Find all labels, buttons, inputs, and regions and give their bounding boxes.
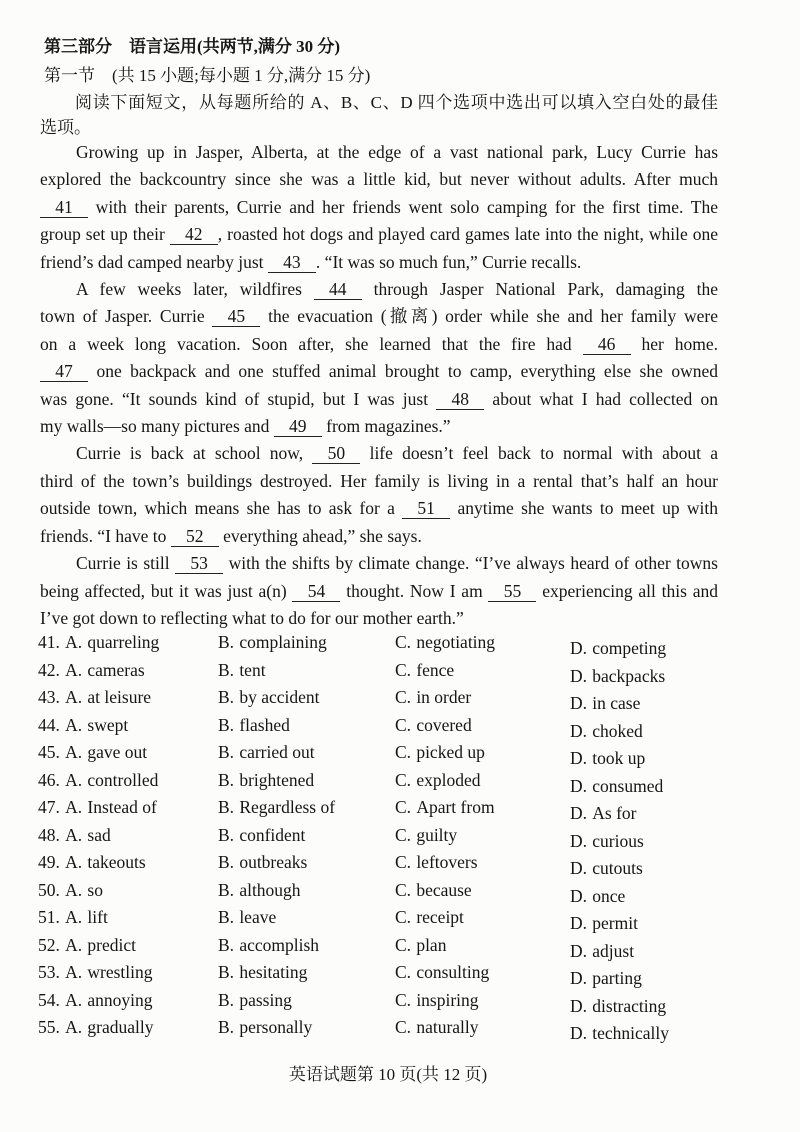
- option-51-a: [38, 904, 218, 932]
- option-text: leave: [239, 907, 277, 927]
- passage-text: from magazines.”: [321, 416, 451, 437]
- passage-text: with their parents, Currie and her friends went solo camping for the first time. The: [88, 196, 718, 217]
- blank-44: 44: [314, 279, 362, 300]
- blank-42: 42: [170, 224, 218, 245]
- blank-54: 54: [292, 581, 340, 602]
- option-42-c: [395, 657, 570, 685]
- option-text: cameras: [87, 659, 145, 680]
- option-text: personally: [239, 1017, 313, 1037]
- passage-line: [40, 495, 718, 522]
- option-48-b: [218, 822, 395, 850]
- option-text: took up: [592, 748, 646, 768]
- blank-55: 55: [488, 581, 536, 602]
- blank-46: 46: [583, 334, 631, 355]
- option-41-b: [218, 629, 395, 657]
- passage-text: friends. “I have to: [40, 525, 171, 546]
- option-55-d: [570, 1020, 778, 1048]
- option-text: distracting: [592, 995, 667, 1016]
- option-text: plan: [416, 934, 447, 955]
- blank-48: 48: [436, 389, 484, 410]
- options-list: [38, 629, 778, 1042]
- option-label: D.: [570, 803, 588, 823]
- option-label: D.: [570, 748, 588, 768]
- option-label: A.: [65, 1017, 83, 1037]
- option-41-c: [395, 629, 570, 657]
- option-label: B.: [218, 742, 235, 762]
- option-label: B.: [218, 1017, 235, 1037]
- option-text: As for: [592, 803, 637, 823]
- option-label: C.: [395, 769, 412, 790]
- option-text: inspiring: [416, 989, 479, 1010]
- passage-line: [40, 276, 718, 303]
- option-label: D.: [570, 940, 588, 961]
- option-text: quarreling: [87, 632, 160, 652]
- option-45-c: [395, 739, 570, 767]
- option-46-d: [570, 773, 778, 801]
- passage-text: anytime she wants to meet up with: [450, 498, 718, 519]
- option-label: C.: [395, 852, 412, 872]
- option-label: B.: [218, 907, 235, 927]
- question-number: 41.: [38, 632, 60, 652]
- option-text: outbreaks: [239, 852, 308, 872]
- option-label: D.: [570, 638, 588, 658]
- blank-41: 41: [40, 197, 88, 218]
- option-text: adjust: [592, 940, 635, 961]
- question-number: 51.: [38, 907, 60, 927]
- option-42-b: [218, 657, 395, 685]
- option-text: flashed: [239, 714, 290, 735]
- option-label: B.: [218, 769, 235, 790]
- option-label: D.: [570, 968, 588, 988]
- passage-line: [40, 249, 718, 276]
- option-label: C.: [395, 659, 412, 680]
- option-text: brightened: [239, 769, 315, 790]
- passage-text: thought. Now I am: [340, 580, 489, 601]
- option-text: by accident: [239, 687, 320, 707]
- option-label: C.: [395, 714, 412, 735]
- option-53-b: [218, 959, 395, 987]
- option-text: negotiating: [416, 632, 496, 652]
- option-text: predict: [87, 934, 136, 955]
- option-label: C.: [395, 797, 412, 817]
- option-label: D.: [570, 720, 588, 741]
- passage-text: being affected, but it was just a(n): [40, 580, 293, 601]
- option-label: A.: [65, 962, 83, 982]
- option-text: consumed: [592, 775, 664, 796]
- option-51-c: [395, 904, 570, 932]
- option-label: B.: [218, 687, 235, 707]
- blank-47: 47: [40, 361, 88, 382]
- question-number: 47.: [38, 797, 60, 817]
- passage-text: with the shifts by climate change. “I’ve always heard of other towns: [223, 553, 718, 574]
- question-number: 46.: [38, 769, 60, 790]
- option-text: because: [416, 879, 472, 900]
- passage-text: on a week long vacation. Soon after, she learned that the fire had: [40, 333, 583, 354]
- passage-paragraph: [40, 440, 718, 550]
- option-label: D.: [570, 775, 588, 796]
- question-number: 50.: [38, 879, 60, 900]
- option-49-b: [218, 849, 395, 877]
- passage-line: [40, 523, 718, 550]
- option-label: D.: [570, 858, 588, 878]
- option-label: C.: [395, 989, 412, 1010]
- option-label: D.: [570, 665, 588, 686]
- option-text: picked up: [416, 742, 485, 762]
- option-text: lift: [87, 907, 108, 927]
- passage-line: [40, 440, 718, 467]
- option-48-a: [38, 822, 218, 850]
- passage-text: Currie is still: [76, 553, 176, 574]
- blank-51: 51: [402, 498, 450, 519]
- option-text: in case: [592, 693, 641, 713]
- passage-text: friend’s dad camped nearby just: [40, 251, 268, 272]
- passage-text: was gone. “It sounds kind of stupid, but I was just: [40, 388, 437, 409]
- passage-paragraph: [40, 139, 718, 276]
- question-number: 55.: [38, 1017, 60, 1037]
- option-label: A.: [65, 879, 83, 900]
- passage-text: everything ahead,” she says.: [218, 525, 422, 546]
- option-55-b: [218, 1014, 395, 1042]
- passage-line: [40, 578, 718, 605]
- option-label: D.: [570, 830, 588, 851]
- option-53-a: [38, 959, 218, 987]
- option-54-c: [395, 987, 570, 1015]
- option-55-a: [38, 1014, 218, 1042]
- passage-text: the evacuation (撤离) order while she and her family were: [260, 306, 718, 327]
- passage-line: [40, 139, 718, 166]
- option-text: so: [87, 879, 103, 900]
- option-label: C.: [395, 879, 412, 900]
- option-text: backpacks: [592, 665, 666, 686]
- passage-line: [40, 221, 718, 248]
- option-label: C.: [395, 687, 412, 707]
- option-text: covered: [416, 714, 472, 735]
- option-50-c: [395, 877, 570, 905]
- option-label: D.: [570, 1023, 588, 1043]
- option-43-d: [570, 690, 778, 718]
- option-text: in order: [416, 687, 472, 707]
- option-label: D.: [570, 693, 588, 713]
- passage-line: [40, 358, 718, 385]
- question-number: 43.: [38, 687, 60, 707]
- option-52-b: [218, 932, 395, 960]
- option-42-d: [570, 663, 778, 691]
- section-title: 第三部分 语言运用(共两节,满分 30 分): [44, 37, 341, 56]
- option-label: B.: [218, 714, 235, 735]
- question-number: 54.: [38, 989, 60, 1010]
- option-label: B.: [218, 934, 235, 955]
- option-label: A.: [65, 769, 83, 790]
- passage-line: [40, 550, 718, 577]
- option-55-c: [395, 1014, 570, 1042]
- blank-45: 45: [212, 306, 260, 327]
- option-text: accomplish: [239, 934, 320, 955]
- option-49-a: [38, 849, 218, 877]
- option-label: C.: [395, 962, 412, 982]
- option-label: B.: [218, 632, 235, 652]
- option-50-a: [38, 877, 218, 905]
- passage-line: [40, 303, 718, 330]
- blank-52: 52: [171, 526, 219, 547]
- section-subtitle: 第一节 (共 15 小题;每小题 1 分,满分 15 分): [44, 66, 371, 85]
- option-label: B.: [218, 797, 235, 817]
- passage: [40, 139, 718, 632]
- option-text: Apart from: [416, 797, 495, 817]
- option-text: confident: [239, 824, 306, 845]
- option-text: swept: [87, 714, 129, 735]
- option-label: A.: [65, 659, 83, 680]
- option-48-c: [395, 822, 570, 850]
- option-47-d: [570, 800, 778, 828]
- instructions: [40, 90, 718, 140]
- passage-line: [40, 194, 718, 221]
- passage-text: about what I had collected on: [484, 388, 718, 409]
- option-text: competing: [592, 638, 667, 658]
- option-51-b: [218, 904, 395, 932]
- option-52-c: [395, 932, 570, 960]
- option-text: exploded: [416, 769, 481, 790]
- question-41: [38, 629, 778, 657]
- option-label: A.: [65, 797, 83, 817]
- passage-text: Currie is back at school now,: [76, 443, 313, 464]
- passage-text: third of the town’s buildings destroyed. Her family is living in a rental that’s half an hour: [40, 470, 718, 491]
- passage-paragraph: [40, 550, 718, 632]
- option-41-d: [570, 635, 778, 663]
- option-43-a: [38, 684, 218, 712]
- option-label: A.: [65, 989, 83, 1010]
- option-label: C.: [395, 742, 412, 762]
- option-label: C.: [395, 632, 412, 652]
- option-45-d: [570, 745, 778, 773]
- passage-text: through Jasper National Park, damaging the: [361, 279, 718, 300]
- instruction-line: 选项。: [40, 118, 91, 137]
- option-label: B.: [218, 824, 235, 845]
- option-text: hesitating: [239, 962, 308, 982]
- instruction-line: 阅读下面短文，从每题所给的 A、B、C、D 四个选项中选出可以填入空白处的最佳: [75, 93, 718, 112]
- option-text: takeouts: [87, 852, 146, 872]
- option-text: at leisure: [87, 687, 152, 707]
- option-text: cutouts: [592, 858, 643, 878]
- option-53-d: [570, 965, 778, 993]
- passage-line: [40, 468, 718, 495]
- option-52-a: [38, 932, 218, 960]
- option-text: parting: [592, 968, 642, 988]
- passage-text: one backpack and one stuffed animal brought to camp, everything else she owned: [88, 361, 718, 382]
- option-label: A.: [65, 824, 83, 845]
- option-text: guilty: [416, 824, 458, 845]
- option-45-a: [38, 739, 218, 767]
- passage-text: A few weeks later, wildfires: [76, 279, 314, 300]
- question-number: 52.: [38, 934, 60, 955]
- option-48-d: [570, 828, 778, 856]
- option-54-a: [38, 987, 218, 1015]
- passage-text: life doesn’t feel back to normal with about a: [360, 443, 718, 464]
- option-text: Regardless of: [239, 797, 336, 817]
- option-text: annoying: [87, 989, 153, 1010]
- passage-text: town of Jasper. Currie: [40, 306, 213, 327]
- option-44-d: [570, 718, 778, 746]
- blank-50: 50: [312, 443, 360, 464]
- option-47-b: [218, 794, 395, 822]
- passage-text: Growing up in Jasper, Alberta, at the edge of a vast national park, Lucy Currie has: [76, 142, 718, 162]
- option-47-c: [395, 794, 570, 822]
- option-label: B.: [218, 989, 235, 1010]
- question-number: 44.: [38, 714, 60, 735]
- passage-text: explored the backcountry since she was a little kid, but never without adults. After much: [40, 169, 718, 190]
- question-number: 53.: [38, 962, 60, 982]
- option-text: passing: [239, 989, 292, 1010]
- passage-text: . “It was so much fun,” Currie recalls.: [315, 251, 582, 272]
- option-42-a: [38, 657, 218, 685]
- passage-text: , roasted hot dogs and played card games late into the night, while one: [217, 224, 718, 245]
- option-43-c: [395, 684, 570, 712]
- option-46-c: [395, 767, 570, 795]
- option-45-b: [218, 739, 395, 767]
- option-44-a: [38, 712, 218, 740]
- option-54-d: [570, 993, 778, 1021]
- option-text: technically: [592, 1023, 670, 1043]
- option-text: sad: [87, 824, 111, 845]
- option-label: C.: [395, 1017, 412, 1037]
- option-text: gradually: [87, 1017, 154, 1037]
- option-41-a: [38, 629, 218, 657]
- blank-53: 53: [175, 553, 223, 574]
- option-text: curious: [592, 830, 644, 851]
- passage-text: her home.: [630, 333, 718, 354]
- option-label: C.: [395, 907, 412, 927]
- question-number: 49.: [38, 852, 60, 872]
- option-label: D.: [570, 885, 588, 906]
- option-49-d: [570, 855, 778, 883]
- passage-line: [40, 166, 718, 193]
- option-text: gave out: [87, 742, 148, 762]
- option-label: D.: [570, 913, 588, 933]
- question-number: 45.: [38, 742, 60, 762]
- option-53-c: [395, 959, 570, 987]
- option-text: controlled: [87, 769, 159, 790]
- option-text: consulting: [416, 962, 490, 982]
- passage-text: experiencing all this and: [536, 580, 718, 601]
- option-46-a: [38, 767, 218, 795]
- option-label: B.: [218, 962, 235, 982]
- blank-49: 49: [274, 416, 322, 437]
- option-label: C.: [395, 934, 412, 955]
- option-label: C.: [395, 824, 412, 845]
- blank-43: 43: [268, 252, 316, 273]
- option-label: B.: [218, 879, 235, 900]
- question-number: 42.: [38, 659, 60, 680]
- option-43-b: [218, 684, 395, 712]
- option-label: B.: [218, 852, 235, 872]
- option-label: A.: [65, 687, 83, 707]
- option-text: leftovers: [416, 852, 478, 872]
- page-footer: 英语试题第 10 页(共 12 页): [288, 1065, 488, 1084]
- option-text: naturally: [416, 1017, 479, 1037]
- option-text: carried out: [239, 742, 315, 762]
- option-text: choked: [592, 720, 643, 741]
- passage-line: [40, 386, 718, 413]
- option-label: A.: [65, 742, 83, 762]
- option-text: although: [239, 879, 301, 900]
- option-text: receipt: [416, 907, 464, 927]
- option-text: permit: [592, 913, 638, 933]
- option-text: tent: [239, 659, 266, 680]
- option-51-d: [570, 910, 778, 938]
- option-49-c: [395, 849, 570, 877]
- option-text: Instead of: [87, 797, 157, 817]
- option-46-b: [218, 767, 395, 795]
- option-label: A.: [65, 714, 83, 735]
- option-44-b: [218, 712, 395, 740]
- option-text: fence: [416, 659, 455, 680]
- option-label: A.: [65, 907, 83, 927]
- option-label: D.: [570, 995, 588, 1016]
- option-52-d: [570, 938, 778, 966]
- option-50-d: [570, 883, 778, 911]
- passage-text: I’ve got down to reflecting what to do for our mother earth.”: [40, 607, 464, 628]
- option-44-c: [395, 712, 570, 740]
- question-number: 48.: [38, 824, 60, 845]
- passage-text: outside town, which means she has to ask for a: [40, 498, 403, 519]
- passage-paragraph: [40, 276, 718, 440]
- option-label: A.: [65, 934, 83, 955]
- option-label: A.: [65, 632, 83, 652]
- option-text: complaining: [239, 632, 327, 652]
- option-50-b: [218, 877, 395, 905]
- option-text: wrestling: [87, 962, 153, 982]
- option-label: A.: [65, 852, 83, 872]
- option-54-b: [218, 987, 395, 1015]
- passage-text: my walls—so many pictures and: [40, 416, 274, 437]
- passage-line: [40, 413, 718, 440]
- passage-text: group set up their: [40, 224, 170, 245]
- option-label: B.: [218, 659, 235, 680]
- passage-line: [40, 331, 718, 358]
- option-47-a: [38, 794, 218, 822]
- option-text: once: [592, 885, 626, 906]
